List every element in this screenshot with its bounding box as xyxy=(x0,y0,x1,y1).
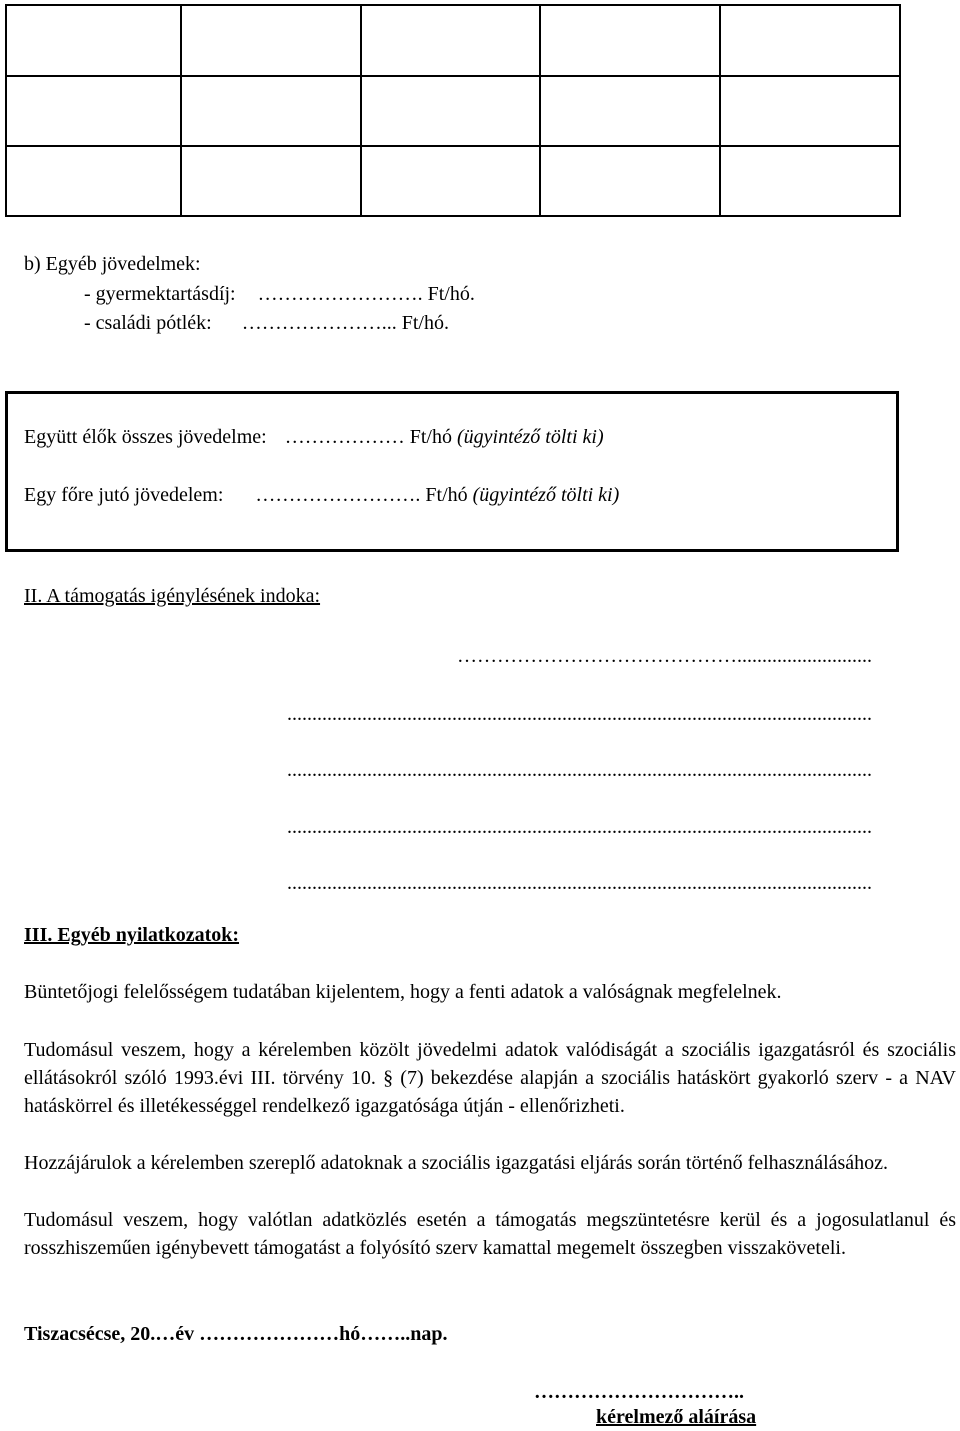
family-allowance-row xyxy=(84,309,449,337)
per-capita-income-row xyxy=(24,481,619,509)
declaration-paragraph-1: Büntetőjogi felelősségem tudatában kijelentem, hogy a fenti adatok a valóságnak megfelelnek. xyxy=(24,981,782,1003)
per-capita-income-label: Egy főre jutó jövedelem: xyxy=(24,484,224,506)
child-support-unit: Ft/hó. xyxy=(427,283,475,305)
family-allowance-unit: Ft/hó. xyxy=(401,312,449,334)
signature-label: kérelmező aláírása xyxy=(596,1406,757,1428)
family-allowance-label: - családi pótlék: xyxy=(84,312,212,334)
place-date-line[interactable]: Tiszacsécse, 20.…év …………………hó……..nap. xyxy=(24,1323,448,1345)
declaration-paragraph-4: Tudomásul veszem, hogy valótlan adatközlés esetén a támogatás megszüntetésre kerül és a jogosulatlanul és rosszhiszeműen igénybevett támogatást a folyósító szerv kamattal megemelt összegben visszaköveteli. xyxy=(24,1209,956,1259)
per-capita-income-note: (ügyintéző tölti ki) xyxy=(472,484,620,506)
section-3-heading: III. Egyéb nyilatkozatok: xyxy=(24,924,240,946)
table-cell[interactable] xyxy=(720,76,900,146)
table-cell[interactable] xyxy=(540,76,720,146)
child-support-field[interactable]: ……………………. xyxy=(257,283,423,305)
table-cell[interactable] xyxy=(361,76,540,146)
reason-line-1[interactable]: ……………………………………........................... xyxy=(457,645,872,667)
total-income-note: (ügyintéző tölti ki) xyxy=(456,426,604,448)
table-cell[interactable] xyxy=(6,5,181,76)
table-cell[interactable] xyxy=(6,76,181,146)
table-cell[interactable] xyxy=(361,146,540,216)
table-cell[interactable] xyxy=(540,5,720,76)
declaration-paragraph-2: Tudomásul veszem, hogy a kérelemben közölt jövedelmi adatok valódiságát a szociális igazgatásról és szociális ellátásokról szóló 1993.évi III. törvény 10. § (7) bekezdése alapján a szociális hatáskört gyakorló szerv - a NAV hatáskörrel és illetékességgel rendelkező igazgatósága útján - ellenőrizheti. xyxy=(24,1039,956,1117)
reason-line-2[interactable]: ..................................................................................................................... xyxy=(287,703,872,725)
reason-line-5[interactable]: ..................................................................................................................... xyxy=(287,872,872,894)
table-cell[interactable] xyxy=(181,146,361,216)
total-income-unit: Ft/hó xyxy=(409,426,452,448)
table-cell[interactable] xyxy=(720,5,900,76)
table-cell[interactable] xyxy=(6,146,181,216)
reason-line-4[interactable]: ..................................................................................................................... xyxy=(287,816,872,838)
other-income-heading: b) Egyéb jövedelmek: xyxy=(24,253,201,275)
family-allowance-field[interactable]: …………………... xyxy=(241,312,397,334)
section-2-heading: II. A támogatás igénylésének indoka: xyxy=(24,585,321,607)
total-income-label: Együtt élők összes jövedelme: xyxy=(24,426,267,448)
child-support-row xyxy=(84,280,475,308)
declaration-paragraph-3: Hozzájárulok a kérelemben szereplő adatoknak a szociális igazgatási eljárás során történő felhasználásához. xyxy=(24,1152,889,1174)
income-summary-box xyxy=(5,391,899,552)
table-cell[interactable] xyxy=(181,76,361,146)
child-support-label: - gyermektartásdíj: xyxy=(84,283,236,305)
per-capita-income-unit: Ft/hó xyxy=(425,484,468,506)
total-income-row xyxy=(24,423,604,451)
table-cell[interactable] xyxy=(720,146,900,216)
reason-line-3[interactable]: ..................................................................................................................... xyxy=(287,759,872,781)
per-capita-income-field[interactable]: ……………………. xyxy=(255,484,421,506)
table-cell[interactable] xyxy=(361,5,540,76)
total-income-field[interactable]: ……………… xyxy=(284,426,405,448)
table-cell[interactable] xyxy=(181,5,361,76)
table-cell[interactable] xyxy=(540,146,720,216)
household-table xyxy=(5,4,901,217)
signature-line[interactable]: ………………………….. xyxy=(534,1381,744,1403)
